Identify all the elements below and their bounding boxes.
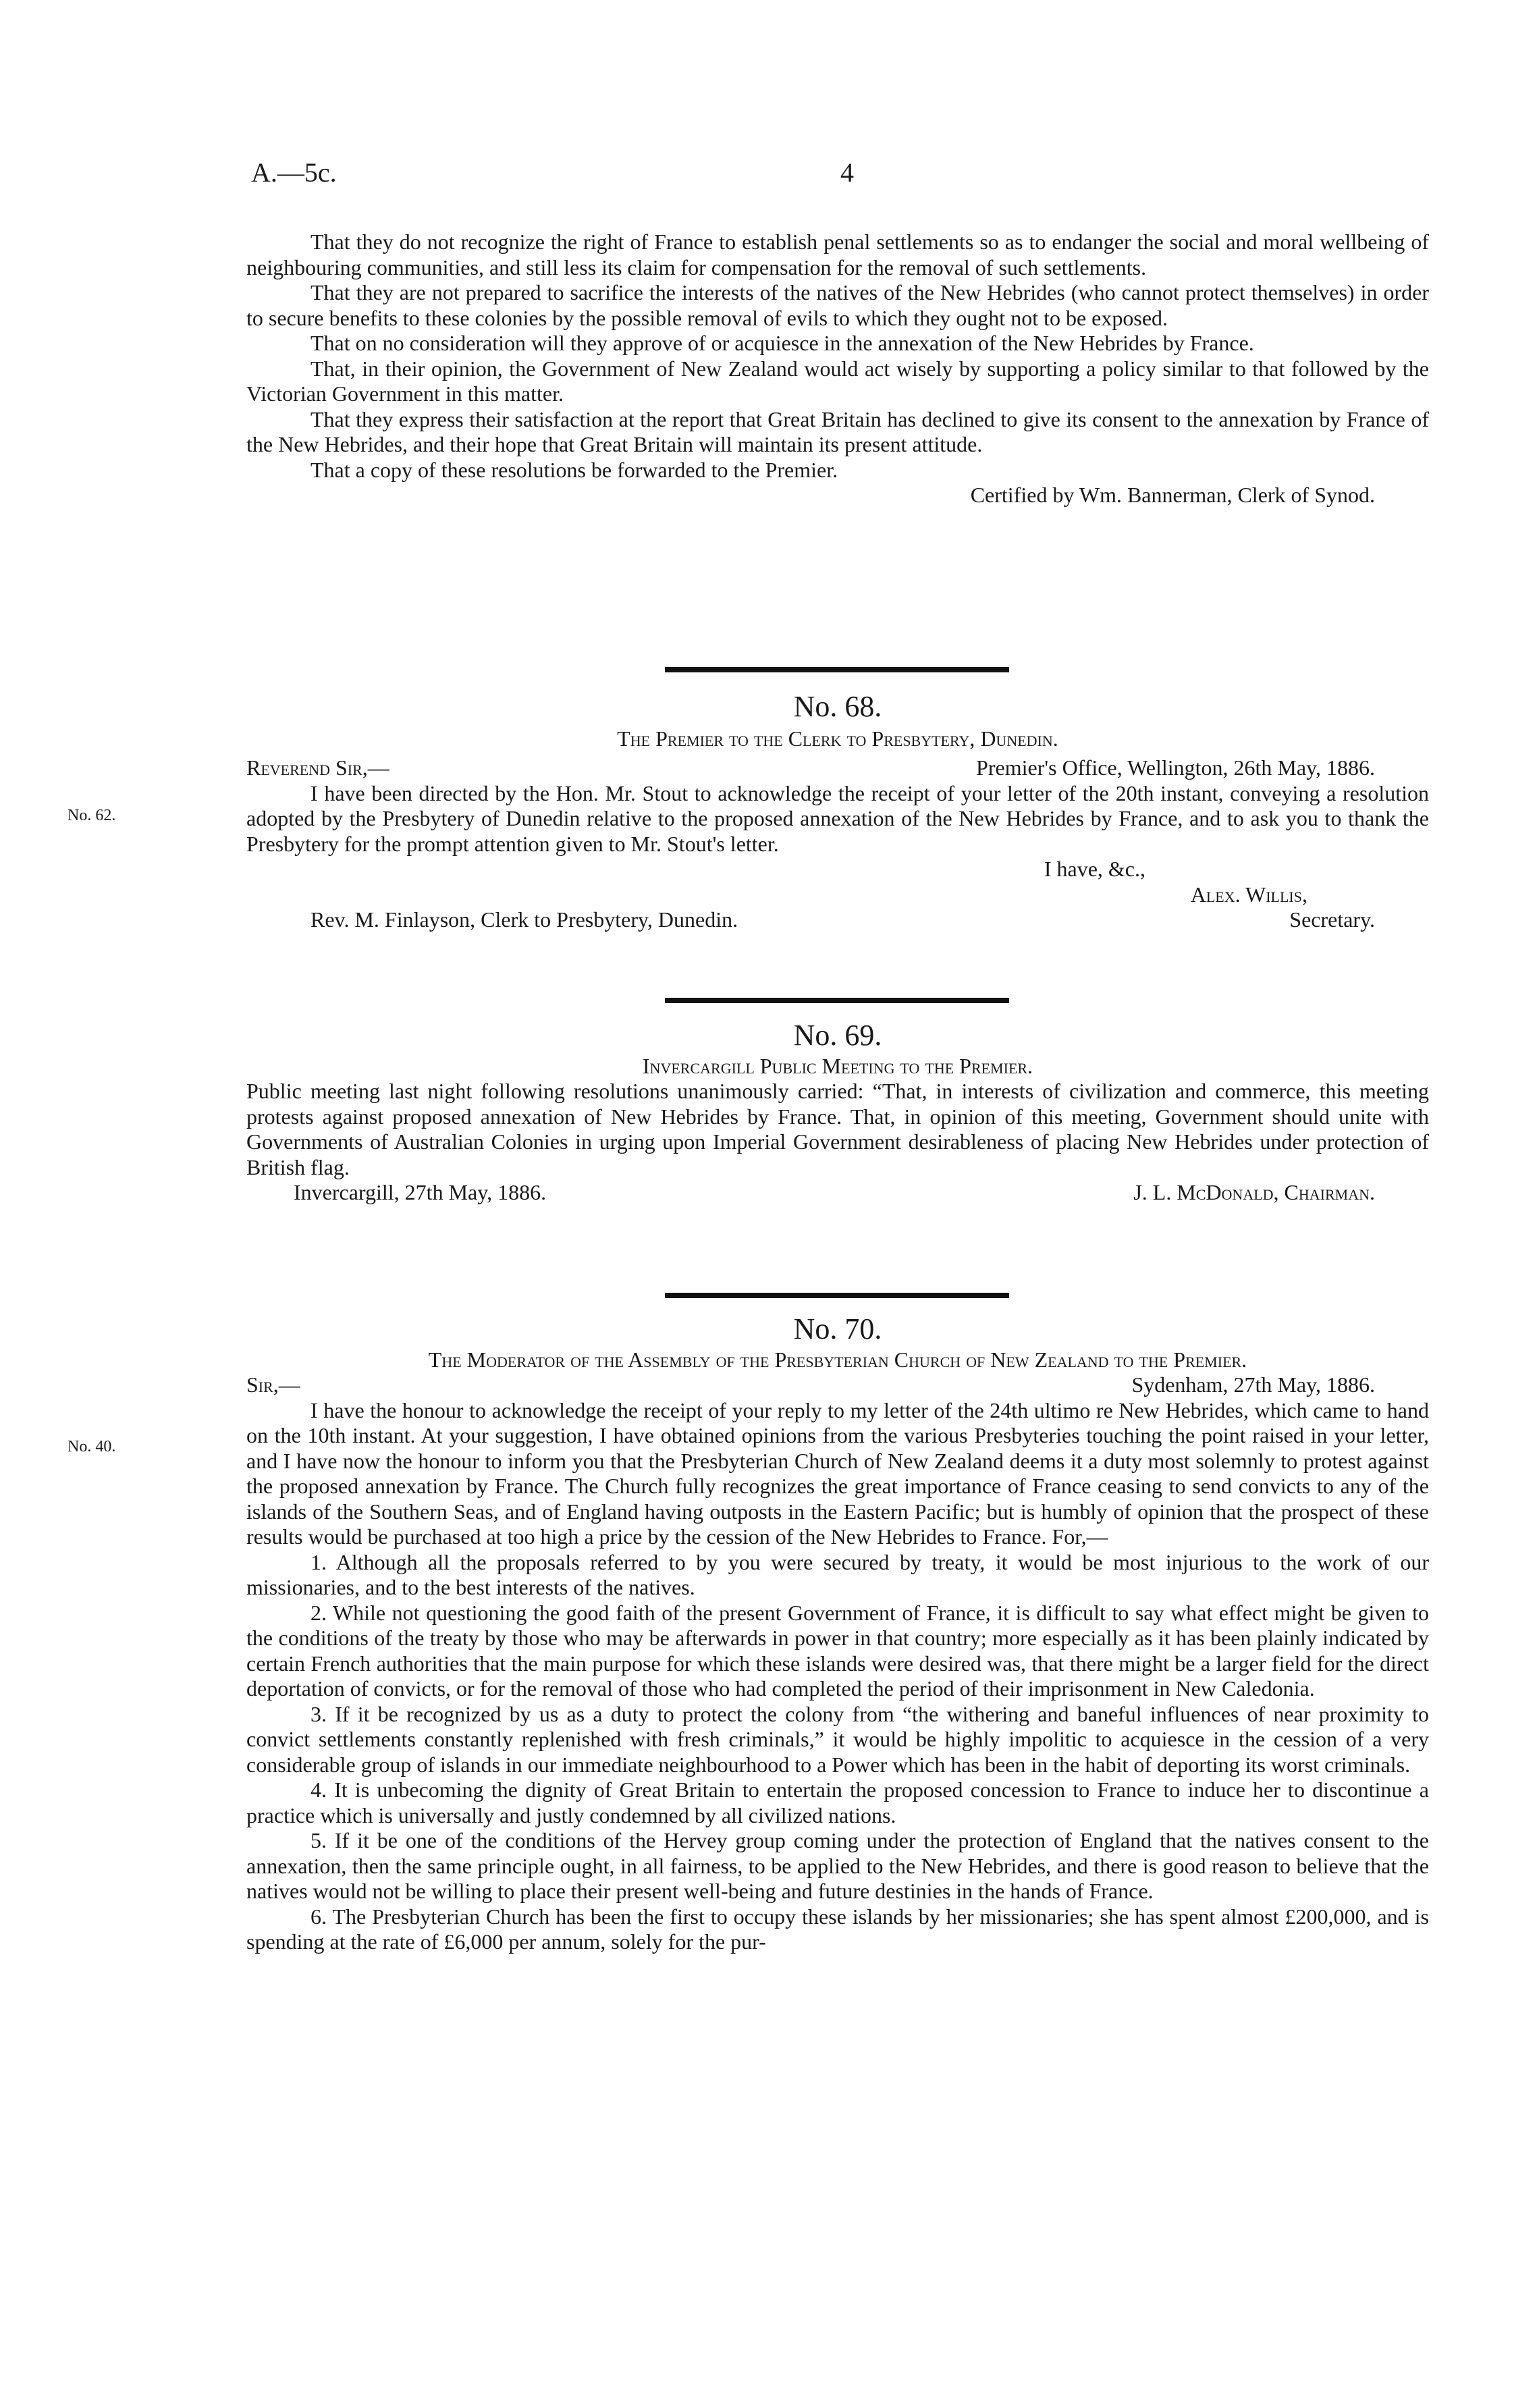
numbered-point: 3. If it be recognized by us as a duty to protect the colony from “the withering and baneful influences of near proximity to convict settlements constantly replenished with fresh criminals,” it would be highly impolitic to acquiesce in the cession of a very considerable group of islands in our immediate neighbourhood to a Power which has been in the habit of deporting its worst criminals. — [246, 1701, 1429, 1777]
signer: J. L. McDonald, Chairman. — [1133, 1180, 1375, 1204]
resolution-paragraph: That a copy of these resolutions be forwarded to the Premier. — [310, 457, 838, 482]
letter-number: No. 70. — [793, 1312, 882, 1345]
letter-title: The Premier to the Clerk to Presbytery, Dunedin. — [617, 726, 1058, 751]
letter-no-69 — [246, 1019, 1429, 1206]
margin-reference: No. 62. — [68, 807, 116, 824]
resolution-paragraph: That, in their opinion, the Government of New Zealand would act wisely by supporting a policy similar to that followed by the Victorian Government in this matter. — [246, 356, 1429, 406]
letter-no-70 — [246, 1312, 1429, 1955]
resolution-paragraph: That on no consideration will they approve of or acquiesce in the annexation of the New Hebrides by France. — [310, 331, 1254, 355]
numbered-point: 1. Although all the proposals referred to by you were secured by treaty, it would be most injurious to the work of our missionaries, and to the best interests of the natives. — [246, 1549, 1429, 1599]
numbered-point: 5. If it be one of the conditions of the Hervey group coming under the protection of England that the natives consent to the annexation, then the same principle ought, in all fairness, to be applied to the New Hebrides, and there is good reason to believe that the natives would not be willing to place their present well-being and future destinies in the hands of France. — [246, 1828, 1429, 1903]
resolution-paragraph: That they are not prepared to sacrifice the interests of the natives of the New Hebrides (who cannot protect themselves) in order to secure benefits to these colonies by the possible removal of evils to which they ought not to be exposed. — [246, 280, 1429, 330]
numbered-point: 6. The Presbyterian Church has been the first to occupy these islands by her missionaries; she has spent almost £200,000, and is spending at the rate of £6,000 per annum, solely for the pur- — [246, 1904, 1429, 1954]
letter-number: No. 68. — [793, 690, 882, 723]
certification: Certified by Wm. Bannerman, Clerk of Synod. — [970, 483, 1375, 507]
margin-reference: No. 40. — [68, 1438, 116, 1455]
resolution-paragraph: That they do not recognize the right of France to establish penal settlements so as to endanger the social and moral wellbeing of neighbouring communities, and still less its claim for compensation for the removal of such settlements. — [246, 230, 1429, 279]
telegram-body: Public meeting last night following resolutions unanimously carried: “That, in interests of civilization and commerce, this meeting protests against proposed annexation of New Hebrides by France. That, in opinion of this meeting, Government should unite with Governments of Australian Colonies in urging upon Imperial Government desirableness of placing New Hebrides under protection of British flag. — [246, 1079, 1429, 1179]
numbered-point: 2. While not questioning the good faith of the present Government of France, it is difficult to say what effect might be given to the conditions of the treaty by those who may be afterwards in power in that country; more especially as it has been plainly indicated by certain French authorities that the main purpose for which these islands were desired was, that there might be a larger field for the direct deportation of convicts, or for the removal of those who had completed the period of their imprisonment in New Caledonia. — [246, 1600, 1429, 1701]
letter-title: Invercargill Public Meeting to the Premier. — [642, 1053, 1033, 1078]
closing: I have, &c., — [1044, 857, 1145, 881]
synod-resolutions — [246, 230, 1429, 508]
letter-title: The Moderator of the Assembly of the Presbyterian Church of New Zealand to the Premier. — [428, 1347, 1247, 1372]
place-date: Premier's Office, Wellington, 26th May, 1886. — [976, 755, 1375, 780]
numbered-point: 4. It is unbecoming the dignity of Great Britain to entertain the proposed concession to France to induce her to discontinue a practice which is universally and justly condemned by all civilized nations. — [246, 1777, 1429, 1827]
addressee: Rev. M. Finlayson, Clerk to Presbytery, Dunedin. — [310, 907, 738, 932]
section-divider — [665, 998, 1009, 1003]
salutation: Sir,— — [246, 1372, 300, 1397]
letter-body: I have been directed by the Hon. Mr. Stout to acknowledge the receipt of your letter of the 20th instant, conveying a resolution adopted by the Presbytery of Dunedin relative to the proposed annexation of the New Hebrides by France, and to ask you to thank the Presbytery for the prompt attention given to Mr. Stout's letter. — [246, 780, 1429, 856]
salutation: Reverend Sir,— — [246, 755, 389, 780]
document-reference: A.—5c. — [251, 157, 337, 188]
place-date: Sydenham, 27th May, 1886. — [1131, 1372, 1375, 1397]
signer: Alex. Willis, — [1190, 882, 1307, 907]
section-divider — [665, 1293, 1009, 1298]
letter-number: No. 69. — [793, 1019, 882, 1052]
letter-no-68 — [246, 690, 1429, 933]
place-date: Invercargill, 27th May, 1886. — [294, 1180, 547, 1204]
page-number: 4 — [840, 157, 854, 188]
signer-title: Secretary. — [1289, 907, 1375, 932]
section-divider — [665, 667, 1009, 672]
letter-body: I have the honour to acknowledge the receipt of your reply to my letter of the 24th ultimo re New Hebrides, which came to hand on the 10th instant. At your suggestion, I have obtained opinions from the various Presbyteries touching the point raised in your letter, and I have now the honour to inform you that the Presbyterian Church of New Zealand deems it a duty most solemnly to protest against the proposed annexation by France. The Church fully recognizes the great importance of France ceasing to send convicts to any of the islands of the Southern Seas, and of England having outposts in the Eastern Pacific; but is humbly of opinion that the prospect of these results would be purchased at too high a price by the cession of the New Hebrides to France. For,— — [246, 1397, 1429, 1549]
resolution-paragraph: That they express their satisfaction at the report that Great Britain has declined to give its consent to the annexation by France of the New Hebrides, and their hope that Great Britain will maintain its present attitude. — [246, 406, 1429, 456]
